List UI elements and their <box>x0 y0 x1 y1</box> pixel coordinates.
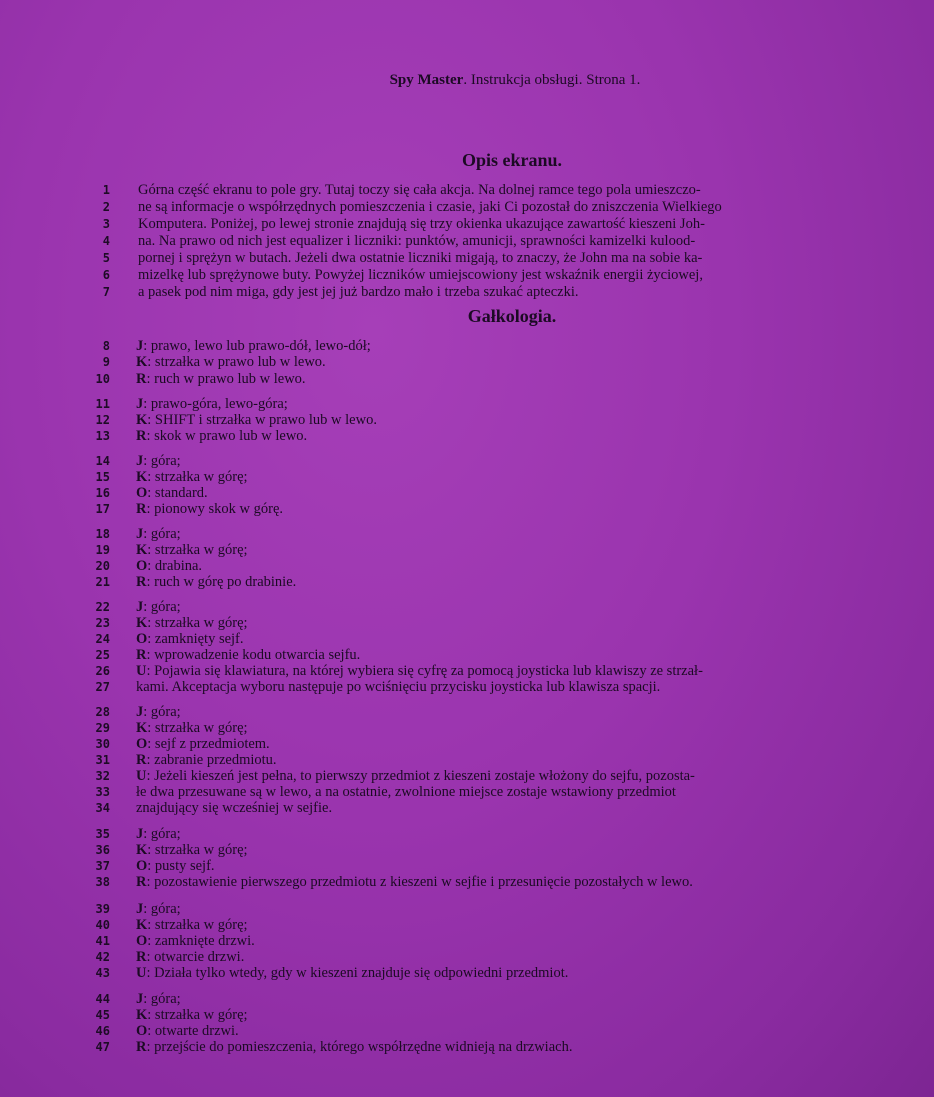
control-key-letter: K <box>136 469 148 485</box>
line-number: 12 <box>95 413 110 427</box>
line-number: 5 <box>102 251 110 265</box>
control-line <box>0 874 934 890</box>
control-description: : SHIFT i strzałka w prawo lub w lewo. <box>147 412 377 428</box>
control-description: : otwarte drzwi. <box>147 1023 239 1039</box>
control-description: : przejście do pomieszczenia, którego współrzędne widnieją na drzwiach. <box>146 1039 573 1055</box>
control-line <box>0 858 934 874</box>
control-text <box>136 501 283 517</box>
control-description: : pionowy skok w górę. <box>146 501 284 517</box>
control-line <box>0 842 934 858</box>
control-text <box>136 720 248 736</box>
line-number: 38 <box>95 875 110 889</box>
line-number: 8 <box>102 339 110 353</box>
control-text <box>136 469 248 485</box>
control-description: : góra; <box>143 453 181 469</box>
paragraph-text: na. Na prawo od nich jest equalizer i liczniki: punktów, amunicji, sprawności kamizelki kulood- <box>138 233 696 249</box>
line-number: 23 <box>95 616 110 630</box>
control-line <box>0 615 934 631</box>
line-number: 11 <box>95 397 110 411</box>
paragraph-line <box>0 199 934 215</box>
control-key-letter: R <box>136 949 147 965</box>
control-text <box>136 874 693 890</box>
control-text <box>136 679 660 695</box>
control-description: : góra; <box>143 901 181 917</box>
control-line <box>0 933 934 949</box>
control-line <box>0 679 934 695</box>
control-description: : strzałka w górę; <box>147 615 248 631</box>
line-number: 41 <box>95 934 110 948</box>
line-number: 36 <box>95 843 110 857</box>
control-text <box>136 901 181 917</box>
line-number: 10 <box>95 372 110 386</box>
header-subtitle: . Instrukcja obsługi. Strona 1. <box>463 72 641 88</box>
control-line <box>0 371 934 387</box>
control-text <box>136 842 248 858</box>
control-key-letter: R <box>136 647 147 663</box>
control-line <box>0 574 934 590</box>
control-text <box>136 826 181 842</box>
line-number: 2 <box>102 200 110 214</box>
control-text <box>136 412 377 428</box>
line-number: 20 <box>95 559 110 573</box>
line-number: 35 <box>95 827 110 841</box>
control-key-letter: K <box>136 1007 148 1023</box>
page-header <box>0 72 934 89</box>
line-number: 7 <box>102 285 110 299</box>
control-key-letter: J <box>136 704 144 720</box>
control-key-letter: R <box>136 501 147 517</box>
line-number: 13 <box>95 429 110 443</box>
control-description: : zamknięty sejf. <box>147 631 244 647</box>
control-key-letter: U <box>136 663 147 679</box>
control-text <box>136 428 307 444</box>
control-line <box>0 917 934 933</box>
line-number: 26 <box>95 664 110 678</box>
control-line <box>0 901 934 917</box>
paragraph-line <box>0 216 934 232</box>
control-description: : prawo-góra, lewo-góra; <box>143 396 288 412</box>
line-number: 30 <box>95 737 110 751</box>
control-description: : Pojawia się klawiatura, na której wybiera się cyfrę za pomocą joysticka lub klawiszy ze strzał- <box>146 663 703 679</box>
control-text <box>136 526 181 542</box>
control-key-letter: K <box>136 615 148 631</box>
control-description: : pozostawienie pierwszego przedmiotu z kieszeni w sejfie i przesunięcie pozostałych w lewo. <box>146 874 693 890</box>
paragraph-line <box>0 284 934 300</box>
line-number: 18 <box>95 527 110 541</box>
control-text <box>136 453 181 469</box>
control-description: : strzałka w prawo lub w lewo. <box>147 354 326 370</box>
control-key-letter: R <box>136 428 147 444</box>
control-line <box>0 1039 934 1055</box>
control-text <box>136 615 248 631</box>
line-number: 43 <box>95 966 110 980</box>
control-text <box>136 917 248 933</box>
control-description: : strzałka w górę; <box>147 469 248 485</box>
control-text <box>136 338 371 354</box>
control-line <box>0 338 934 354</box>
line-number: 6 <box>102 268 110 282</box>
control-description: : strzałka w górę; <box>147 720 248 736</box>
control-description: : prawo, lewo lub prawo-dół, lewo-dół; <box>143 338 371 354</box>
line-number: 33 <box>95 785 110 799</box>
control-text <box>136 949 244 965</box>
control-line <box>0 752 934 768</box>
control-description: : strzałka w górę; <box>147 542 248 558</box>
control-description: : strzałka w górę; <box>147 917 248 933</box>
line-number: 15 <box>95 470 110 484</box>
control-line <box>0 768 934 784</box>
control-line <box>0 558 934 574</box>
control-line <box>0 784 934 800</box>
control-description: : ruch w górę po drabinie. <box>146 574 297 590</box>
control-text <box>136 704 181 720</box>
control-description: : góra; <box>143 826 181 842</box>
control-description: : zamknięte drzwi. <box>147 933 255 949</box>
line-number: 25 <box>95 648 110 662</box>
section-title-screen: Opis ekranu. <box>461 150 563 170</box>
control-text <box>136 858 215 874</box>
control-line <box>0 991 934 1007</box>
control-description: : góra; <box>143 704 181 720</box>
paragraph-text: pornej i sprężyn w butach. Jeżeli dwa ostatnie liczniki migają, to znaczy, że John ma na sobie ka- <box>138 250 703 266</box>
control-line <box>0 412 934 428</box>
control-line <box>0 485 934 501</box>
control-description: : standard. <box>147 485 208 501</box>
control-text <box>136 736 270 752</box>
control-description: : pusty sejf. <box>147 858 215 874</box>
control-description: : ruch w prawo lub w lewo. <box>146 371 306 387</box>
control-key-letter: O <box>136 485 148 501</box>
control-text <box>136 991 181 1007</box>
control-key-letter: R <box>136 752 147 768</box>
paragraph-text: Górna część ekranu to pole gry. Tutaj toczy się cała akcja. Na dolnej ramce tego pola umieszczo- <box>138 182 701 198</box>
control-key-letter: O <box>136 631 148 647</box>
control-description: łe dwa przesuwane są w lewo, a na ostatnie, zwolnione miejsce zostaje wstawiony przedmiot <box>136 784 676 800</box>
control-key-letter: R <box>136 874 147 890</box>
control-description: : strzałka w górę; <box>147 1007 248 1023</box>
line-number: 28 <box>95 705 110 719</box>
control-line <box>0 631 934 647</box>
control-text <box>136 371 306 387</box>
control-line <box>0 965 934 981</box>
control-key-letter: O <box>136 858 148 874</box>
line-number: 42 <box>95 950 110 964</box>
control-text <box>136 965 568 981</box>
line-number: 9 <box>102 355 110 369</box>
control-description: kami. Akceptacja wyboru następuje po wciśnięciu przycisku joysticka lub klawisza spacji. <box>136 679 661 695</box>
control-description: : skok w prawo lub w lewo. <box>146 428 308 444</box>
control-key-letter: K <box>136 720 148 736</box>
control-key-letter: O <box>136 1023 148 1039</box>
control-line <box>0 647 934 663</box>
line-number: 46 <box>95 1024 110 1038</box>
control-key-letter: R <box>136 574 147 590</box>
control-text <box>136 1023 239 1039</box>
control-line <box>0 469 934 485</box>
control-text <box>136 663 703 679</box>
control-text <box>136 800 332 816</box>
control-key-letter: K <box>136 917 148 933</box>
line-number: 44 <box>95 992 110 1006</box>
control-description: : góra; <box>143 599 181 615</box>
control-text <box>136 647 360 663</box>
control-key-letter: K <box>136 354 148 370</box>
control-description: : wprowadzenie kodu otwarcia sejfu. <box>146 647 361 663</box>
control-line <box>0 826 934 842</box>
control-line <box>0 396 934 412</box>
control-text <box>136 599 181 615</box>
line-number: 19 <box>95 543 110 557</box>
line-number: 40 <box>95 918 110 932</box>
control-description: : Jeżeli kieszeń jest pełna, to pierwszy przedmiot z kieszeni zostaje włożony do sejfu, pozosta- <box>146 768 695 784</box>
control-line <box>0 800 934 816</box>
control-key-letter: O <box>136 933 148 949</box>
control-key-letter: U <box>136 768 147 784</box>
control-line <box>0 1007 934 1023</box>
control-line <box>0 949 934 965</box>
control-line <box>0 542 934 558</box>
control-text <box>136 752 277 768</box>
line-number: 21 <box>95 575 110 589</box>
line-number: 45 <box>95 1008 110 1022</box>
line-number: 1 <box>102 183 110 197</box>
control-text <box>136 1039 572 1055</box>
line-number: 24 <box>95 632 110 646</box>
line-number: 4 <box>102 234 110 248</box>
control-line <box>0 526 934 542</box>
control-line <box>0 704 934 720</box>
control-description: : sejf z przedmiotem. <box>147 736 270 752</box>
control-key-letter: R <box>136 1039 147 1055</box>
paragraph-line <box>0 233 934 249</box>
control-key-letter: O <box>136 736 148 752</box>
section-title-controls: Gałkologia. <box>467 306 557 326</box>
control-key-letter: J <box>136 453 144 469</box>
control-text <box>136 485 208 501</box>
control-text <box>136 574 296 590</box>
line-number: 31 <box>95 753 110 767</box>
control-line <box>0 663 934 679</box>
line-number: 29 <box>95 721 110 735</box>
control-description: : strzałka w górę; <box>147 842 248 858</box>
line-number: 32 <box>95 769 110 783</box>
control-line <box>0 354 934 370</box>
control-text <box>136 1007 248 1023</box>
control-key-letter: J <box>136 526 144 542</box>
control-line <box>0 1023 934 1039</box>
paragraph-line <box>0 182 934 198</box>
paragraph-text: Komputera. Poniżej, po lewej stronie znajdują się trzy okienka ukazujące zawartość kieszeni Joh- <box>138 216 705 232</box>
control-line <box>0 453 934 469</box>
header-title: Spy Master <box>389 72 464 88</box>
control-key-letter: J <box>136 338 144 354</box>
control-text <box>136 631 244 647</box>
control-description: : Działa tylko wtedy, gdy w kieszeni znajduje się odpowiedni przedmiot. <box>146 965 569 981</box>
control-key-letter: R <box>136 371 147 387</box>
control-description: : zabranie przedmiotu. <box>146 752 277 768</box>
line-number: 47 <box>95 1040 110 1054</box>
line-number: 22 <box>95 600 110 614</box>
control-text <box>136 542 248 558</box>
control-key-letter: J <box>136 396 144 412</box>
paragraph-line <box>0 250 934 266</box>
line-number: 37 <box>95 859 110 873</box>
line-number: 27 <box>95 680 110 694</box>
control-line <box>0 599 934 615</box>
control-description: : góra; <box>143 991 181 1007</box>
control-description: : otwarcie drzwi. <box>146 949 245 965</box>
control-text <box>136 396 288 412</box>
control-line <box>0 501 934 517</box>
control-key-letter: U <box>136 965 147 981</box>
line-number: 34 <box>95 801 110 815</box>
control-line <box>0 736 934 752</box>
paragraph-line <box>0 267 934 283</box>
control-description: znajdujący się wcześniej w sejfie. <box>136 800 333 816</box>
control-description: : drabina. <box>147 558 203 574</box>
control-text <box>136 558 202 574</box>
control-key-letter: J <box>136 991 144 1007</box>
control-key-letter: J <box>136 599 144 615</box>
paragraph-text: mizelkę lub sprężynowe buty. Powyżej liczników umiejscowiony jest wskaźnik energii życiowej, <box>138 267 703 283</box>
control-text <box>136 933 255 949</box>
line-number: 16 <box>95 486 110 500</box>
control-key-letter: O <box>136 558 148 574</box>
line-number: 3 <box>102 217 110 231</box>
control-key-letter: K <box>136 842 148 858</box>
control-description: : góra; <box>143 526 181 542</box>
line-number: 39 <box>95 902 110 916</box>
control-text <box>136 784 676 800</box>
control-key-letter: K <box>136 542 148 558</box>
paragraph-text: ne są informacje o współrzędnych pomieszczenia i czasie, jaki Ci pozostał do zniszczenia Wielkiego <box>138 199 722 215</box>
control-line <box>0 428 934 444</box>
control-key-letter: J <box>136 901 144 917</box>
control-line <box>0 720 934 736</box>
line-number: 14 <box>95 454 110 468</box>
control-text <box>136 768 695 784</box>
control-key-letter: J <box>136 826 144 842</box>
paragraph-text: a pasek pod nim miga, gdy jest jej już bardzo mało i trzeba szukać apteczki. <box>138 284 579 300</box>
control-text <box>136 354 326 370</box>
control-key-letter: K <box>136 412 148 428</box>
line-number: 17 <box>95 502 110 516</box>
